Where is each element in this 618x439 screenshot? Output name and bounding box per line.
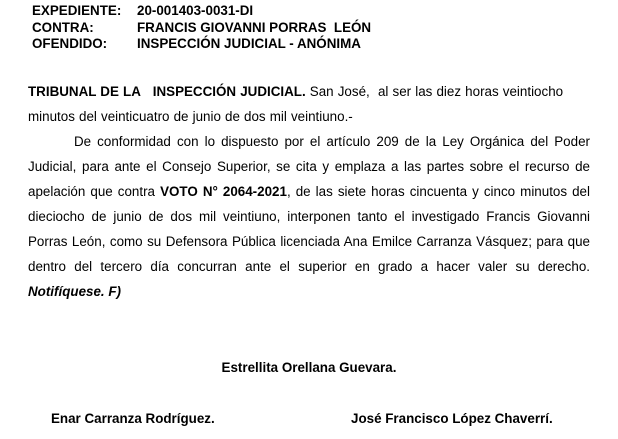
document-body bbox=[28, 79, 598, 304]
notifiquese-text: Notifíquese. F) bbox=[28, 284, 121, 299]
expediente-label: EXPEDIENTE: bbox=[32, 3, 122, 18]
signature-left: Enar Carranza Rodríguez. bbox=[51, 411, 215, 426]
expediente-value: 20-001403-0031-DI bbox=[137, 3, 254, 18]
resolution-text-before: De conformidad con lo dispuesto por el artículo 209 de la Ley Orgánica del Poder Judicial, para ante el Consejo Superior, se cita y emplaza a las partes sobre el recurso de apelación que contra bbox=[28, 134, 590, 199]
ofendido-label: OFENDIDO: bbox=[32, 36, 108, 51]
voto-number: VOTO N° 2064-2021 bbox=[160, 184, 287, 199]
resolution-paragraph bbox=[28, 129, 598, 304]
contra-row bbox=[32, 20, 371, 37]
ofendido-value: INSPECCIÓN JUDICIAL - ANÓNIMA bbox=[137, 36, 361, 51]
expediente-row bbox=[32, 3, 371, 20]
intro-text: San José, al ser las diez horas veintiocho minutos del veinticuatro de junio de dos mil veintiuno.- bbox=[28, 84, 568, 124]
contra-label: CONTRA: bbox=[32, 19, 94, 35]
ofendido-row bbox=[32, 36, 371, 53]
signature-center: Estrellita Orellana Guevara. bbox=[221, 360, 397, 375]
resolution-text-after: , de las siete horas cincuenta y cinco minutos del dieciocho de junio de dos mil veintiuno, interponen tanto el investigado Francis Giovanni Porras León, como su Defensora Pública licenciada Ana Emilce Carranza Vásquez; para que dentro del tercero día concurran ante el superior en grado a hacer valer su derecho. bbox=[28, 184, 598, 274]
case-header bbox=[32, 3, 371, 53]
intro-paragraph bbox=[28, 79, 590, 129]
signature-right: José Francisco López Chaverrí. bbox=[351, 411, 553, 426]
contra-value: FRANCIS GIOVANNI PORRAS LEÓN bbox=[137, 19, 372, 35]
tribunal-heading: TRIBUNAL DE LA INSPECCIÓN JUDICIAL. bbox=[28, 84, 306, 99]
